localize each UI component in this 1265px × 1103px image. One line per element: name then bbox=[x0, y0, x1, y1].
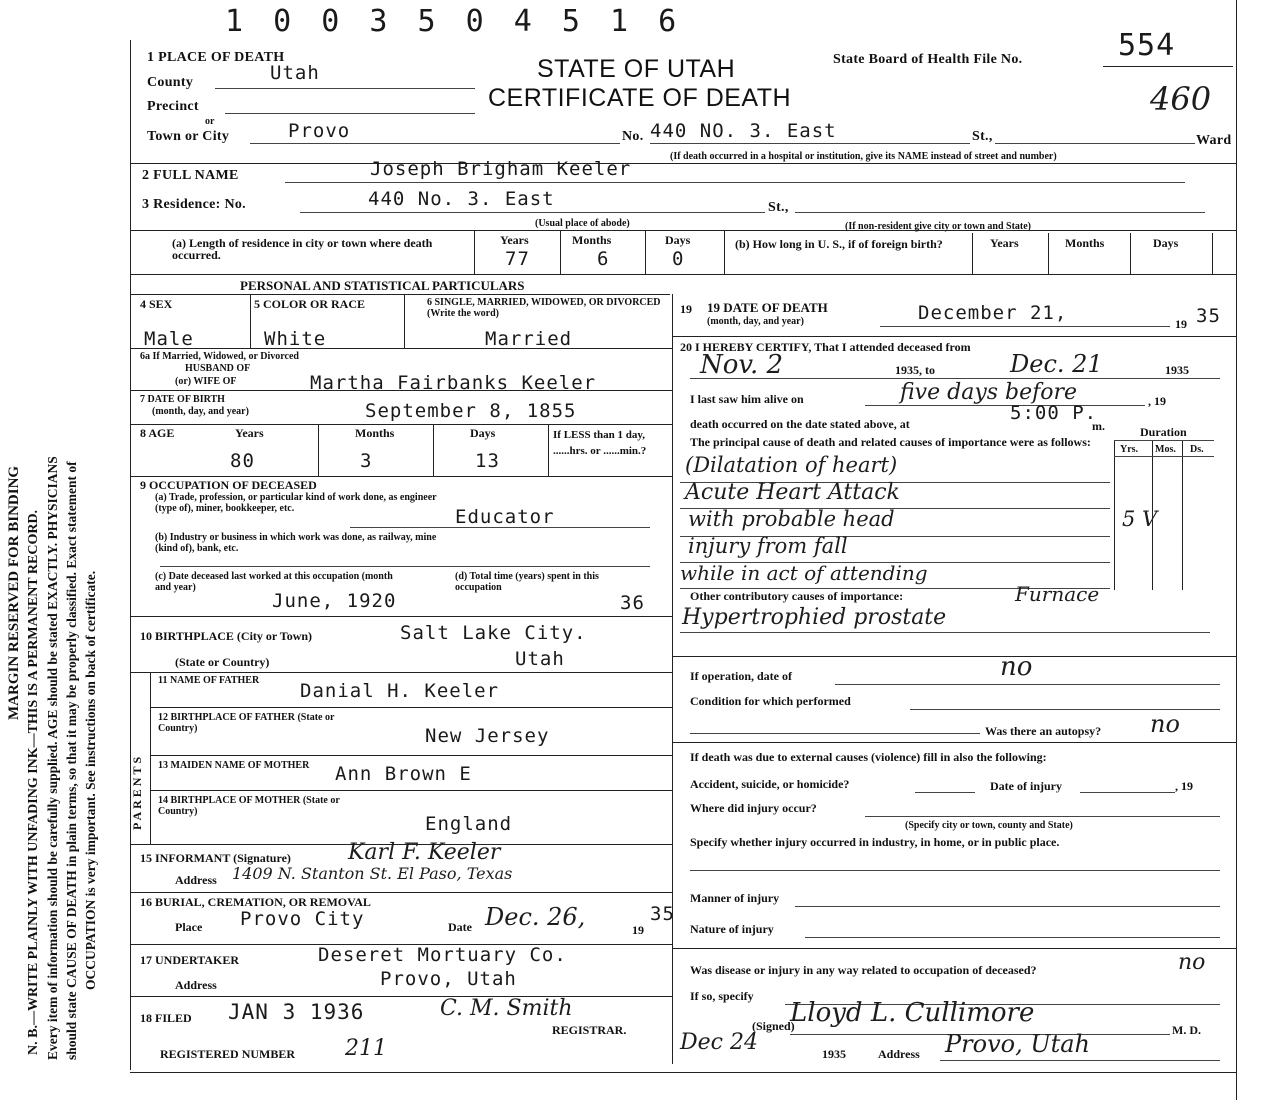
contrib-label: Other contributory causes of importance: bbox=[690, 589, 904, 603]
age-years-header: Years bbox=[235, 426, 264, 440]
right-frame bbox=[1236, 0, 1237, 1100]
accident-label: Accident, suicide, or homicide? bbox=[690, 777, 850, 791]
undertaker-label: 17 UNDERTAKER bbox=[140, 953, 240, 967]
registrar-label: REGISTRAR. bbox=[552, 1023, 627, 1037]
autopsy-label: Was there an autopsy? bbox=[985, 724, 1102, 738]
undertaker-address-label: Address bbox=[175, 978, 217, 992]
m-label: m. bbox=[1092, 419, 1105, 433]
dod-label: 19 DATE OF DEATH bbox=[707, 300, 828, 315]
contrib-value-2: Hypertrophied prostate bbox=[682, 605, 947, 630]
mother-birthplace-label: 14 BIRTHPLACE OF MOTHER (State or Country) bbox=[158, 795, 340, 817]
county-label: County bbox=[147, 75, 194, 90]
yrs-header: Yrs. bbox=[1120, 444, 1139, 455]
burial-label: 16 BURIAL, CREMATION, OR REMOVAL bbox=[140, 895, 371, 909]
margin-warning: N. B.—WRITE PLAINLY WITH UNFADING INK—THIS IS A PERMANENT RECORD. bbox=[26, 509, 41, 1055]
dod-sub: (month, day, and year) bbox=[707, 316, 804, 327]
informant-label: 15 INFORMANT (Signature) bbox=[140, 851, 291, 865]
cause-line-3: with probable head bbox=[688, 507, 895, 531]
occupation-b-label: (b) Industry or business in which work was done, as railway, mine (kind of), bank, etc. bbox=[155, 532, 437, 554]
occupation-a-label: (a) Trade, profession, or particular kind of work done, as engineer (type of), miner, bookkeeper, etc. bbox=[155, 492, 437, 514]
cause-line-2: Acute Heart Attack bbox=[685, 480, 900, 505]
us-months-header: Months bbox=[1065, 236, 1105, 250]
residence-years: 77 bbox=[505, 248, 530, 270]
town-value: Provo bbox=[288, 120, 351, 142]
occupation-related-label: Was disease or injury in any way related to occupation of deceased? bbox=[690, 963, 1037, 977]
last-seen-label: I last saw him alive on bbox=[690, 392, 804, 406]
birthplace-label: 10 BIRTHPLACE (City or Town) bbox=[140, 629, 313, 643]
manner-label: Manner of injury bbox=[690, 891, 780, 905]
dob-sub: (month, day, and year) bbox=[152, 406, 249, 417]
dod-value: December 21, bbox=[918, 302, 1068, 324]
injury-date-label: Date of injury bbox=[990, 779, 1062, 793]
spouse-label-2: HUSBAND OF bbox=[185, 363, 251, 374]
occupation-d-label: (d) Total time (years) spent in this occupation bbox=[455, 571, 599, 593]
filed-label: 18 FILED bbox=[140, 1011, 192, 1025]
us-days-header: Days bbox=[1153, 236, 1179, 250]
serial-number: 1 0 0 3 5 0 4 5 1 6 bbox=[225, 4, 683, 39]
occupation-c-value: June, 1920 bbox=[272, 590, 397, 612]
operation-label: If operation, date of bbox=[690, 669, 792, 683]
undertaker-value: Deseret Mortuary Co. bbox=[318, 944, 567, 966]
residence-st-label: St., bbox=[768, 200, 789, 215]
spouse-value: Martha Fairbanks Keeler bbox=[310, 372, 597, 394]
occupation-heading: 9 OCCUPATION OF DECEASED bbox=[140, 478, 317, 492]
burial-year-prefix: 19 bbox=[632, 923, 644, 937]
physician-address-label: Address bbox=[878, 1047, 920, 1061]
color-label: 5 COLOR OR RACE bbox=[254, 297, 366, 311]
dod-year-prefix: 19 bbox=[1175, 317, 1187, 331]
md-label: M. D. bbox=[1172, 1023, 1201, 1037]
margin-instruction-3: OCCUPATION is very important. See instructions on back of certificate. bbox=[83, 570, 98, 990]
file-no-secondary: 460 bbox=[1150, 80, 1212, 118]
father-label: 11 NAME OF FATHER bbox=[158, 675, 260, 686]
age-label: 8 AGE bbox=[140, 426, 175, 440]
color-value: White bbox=[264, 328, 327, 350]
dod-year: 35 bbox=[1196, 305, 1221, 327]
nonresident-note: (If non-resident give city or town and State) bbox=[845, 221, 1032, 232]
title-state: STATE OF UTAH bbox=[537, 55, 736, 83]
filed-date: JAN 3 1936 bbox=[228, 1000, 365, 1024]
father-birthplace: New Jersey bbox=[425, 725, 550, 747]
age-less-label: If LESS than 1 day, ......hrs. or ......min.? bbox=[553, 429, 647, 457]
registered-number-label: REGISTERED NUMBER bbox=[160, 1047, 296, 1061]
age-days-header: Days bbox=[470, 426, 496, 440]
registrar-signature: C. M. Smith bbox=[440, 996, 573, 1021]
informant-address-label: Address bbox=[175, 873, 217, 887]
contrib-value-1: Furnace bbox=[1015, 582, 1100, 606]
father-value: Danial H. Keeler bbox=[300, 680, 500, 702]
burial-place-label: Place bbox=[175, 920, 203, 934]
where-note: (Specify city or town, county and State) bbox=[905, 820, 1073, 831]
age-years: 80 bbox=[230, 450, 255, 472]
duration-mark: 5 V bbox=[1122, 507, 1158, 531]
residence-months: 6 bbox=[597, 248, 610, 270]
undertaker-address: Provo, Utah bbox=[380, 968, 517, 990]
item-19-number: 19 bbox=[680, 302, 692, 316]
us-residence-label: (b) How long in U. S., if of foreign birth? bbox=[735, 237, 943, 251]
registered-number: 211 bbox=[345, 1036, 387, 1061]
dob-value: September 8, 1855 bbox=[365, 400, 577, 422]
sign-date: Dec 24 bbox=[680, 1030, 758, 1055]
occupation-a-value: Educator bbox=[455, 506, 555, 528]
injury-year: , 19 bbox=[1175, 779, 1193, 793]
burial-date-label: Date bbox=[448, 920, 472, 934]
left-frame bbox=[130, 40, 131, 1070]
informant-address: 1409 N. Stanton St. El Paso, Texas bbox=[232, 864, 513, 883]
ward-label: Ward bbox=[1196, 133, 1232, 148]
residence-label: 3 Residence: No. bbox=[142, 197, 246, 212]
attended-from: Nov. 2 bbox=[700, 350, 784, 380]
residence-days: 0 bbox=[672, 248, 685, 270]
sex-value: Male bbox=[144, 328, 194, 350]
margin-instruction-2: should state CAUSE OF DEATH in plain terms, so that it may be properly classified. Exact statement of bbox=[64, 461, 79, 1060]
marital-label: 6 SINGLE, MARRIED, WIDOWED, OR DIVORCED (Write the word) bbox=[427, 297, 661, 319]
mother-birthplace: England bbox=[425, 813, 513, 835]
age-months-header: Months bbox=[355, 426, 395, 440]
death-time-label: death occurred on the date stated above, at bbox=[690, 417, 910, 431]
cause-label: The principal cause of death and related causes of importance were as follows: bbox=[690, 435, 1091, 449]
occupation-related-value: no bbox=[1178, 950, 1206, 975]
if-so-label: If so, specify bbox=[690, 989, 754, 1003]
last-seen-value: five days before bbox=[900, 380, 1078, 405]
file-no-label: State Board of Health File No. bbox=[833, 52, 1023, 67]
usual-note: (Usual place of abode) bbox=[535, 218, 630, 229]
birthplace-city: Salt Lake City. bbox=[400, 622, 587, 644]
length-residence-label: (a) Length of residence in city or town where death occurred. bbox=[172, 236, 433, 262]
where-label: Where did injury occur? bbox=[690, 801, 817, 815]
years-header: Years bbox=[500, 233, 529, 247]
occupation-c-label: (c) Date deceased last worked at this occupation (month and year) bbox=[155, 571, 393, 593]
us-years-header: Years bbox=[990, 236, 1019, 250]
spouse-label-1: 6a If Married, Widowed, or Divorced bbox=[140, 351, 299, 362]
burial-place: Provo City bbox=[240, 908, 365, 930]
occupation-d-value: 36 bbox=[620, 592, 645, 614]
street-no-label: No. bbox=[622, 129, 644, 144]
sex-label: 4 SEX bbox=[140, 297, 173, 311]
or-label: or bbox=[205, 116, 215, 127]
attended-to: Dec. 21 bbox=[1010, 350, 1103, 378]
attended-from-year: 1935, to bbox=[895, 363, 935, 377]
cause-line-5: while in act of attending bbox=[680, 561, 928, 585]
physician-address: Provo, Utah bbox=[945, 1030, 1090, 1058]
last-seen-year: , 19 bbox=[1148, 394, 1166, 408]
marital-value: Married bbox=[485, 328, 573, 350]
operation-value: no bbox=[1000, 652, 1033, 682]
sign-year: 1935 bbox=[822, 1047, 846, 1061]
margin-binding: MARGIN RESERVED FOR BINDING bbox=[6, 465, 22, 720]
physician-signature: Lloyd L. Cullimore bbox=[790, 998, 1035, 1028]
dob-label: 7 DATE OF BIRTH bbox=[140, 394, 225, 405]
spouse-label-3: (or) WIFE OF bbox=[175, 376, 237, 387]
full-name-label: 2 FULL NAME bbox=[142, 168, 239, 183]
full-name-value: Joseph Brigham Keeler bbox=[370, 158, 632, 180]
birthplace-state: Utah bbox=[515, 648, 565, 670]
mother-label: 13 MAIDEN NAME OF MOTHER bbox=[158, 760, 310, 771]
burial-date: Dec. 26, bbox=[485, 903, 586, 931]
signed-label: (Signed) bbox=[752, 1019, 795, 1033]
precinct-label: Precinct bbox=[147, 99, 199, 114]
nature-label: Nature of injury bbox=[690, 922, 774, 936]
street-value: 440 NO. 3. East bbox=[650, 120, 837, 142]
informant-signature: Karl F. Keeler bbox=[348, 840, 501, 865]
personal-heading: PERSONAL AND STATISTICAL PARTICULARS bbox=[240, 278, 525, 293]
months-header: Months bbox=[572, 233, 612, 247]
age-months: 3 bbox=[360, 450, 373, 472]
duration-header: Duration bbox=[1140, 425, 1187, 439]
mother-value: Ann Brown E bbox=[335, 763, 472, 785]
condition-label: Condition for which performed bbox=[690, 694, 851, 708]
attended-to-year: 1935 bbox=[1165, 363, 1189, 377]
file-no: 554 bbox=[1118, 28, 1176, 63]
residence-value: 440 No. 3. East bbox=[368, 188, 555, 210]
birthplace-state-label: (State or Country) bbox=[175, 655, 270, 669]
ds-header: Ds. bbox=[1190, 444, 1204, 455]
title-certificate: CERTIFICATE OF DEATH bbox=[488, 84, 792, 112]
days-header: Days bbox=[665, 233, 691, 247]
town-label: Town or City bbox=[147, 129, 230, 144]
county-value: Utah bbox=[270, 62, 320, 84]
death-time: 5:00 P. bbox=[1010, 402, 1098, 424]
parents-side-label: PARENTS bbox=[130, 753, 144, 830]
cause-line-1: (Dilatation of heart) bbox=[685, 453, 898, 477]
specify-label: Specify whether injury occurred in industry, in home, or in public place. bbox=[690, 835, 1060, 849]
father-birthplace-label: 12 BIRTHPLACE OF FATHER (State or Country) bbox=[158, 712, 335, 734]
place-note: (If death occurred in a hospital or institution, give its NAME instead of street and number) bbox=[670, 151, 1057, 162]
margin-instruction-1: Every item of information should be carefully supplied. AGE should be stated EXACTLY. PHYSICIANS bbox=[45, 456, 60, 1060]
place-heading: 1 PLACE OF DEATH bbox=[147, 50, 285, 65]
autopsy-value: no bbox=[1150, 710, 1180, 738]
bottom-frame bbox=[130, 1072, 1236, 1073]
age-days: 13 bbox=[475, 450, 500, 472]
external-causes-label: If death was due to external causes (violence) fill in also the following: bbox=[690, 750, 1047, 764]
burial-year: 35 bbox=[650, 903, 675, 925]
mos-header: Mos. bbox=[1155, 444, 1176, 455]
street-st-label: St., bbox=[972, 129, 993, 144]
certify-label: 20 I HEREBY CERTIFY, That I attended deceased from bbox=[680, 340, 971, 354]
cause-line-4: injury from fall bbox=[688, 534, 848, 558]
